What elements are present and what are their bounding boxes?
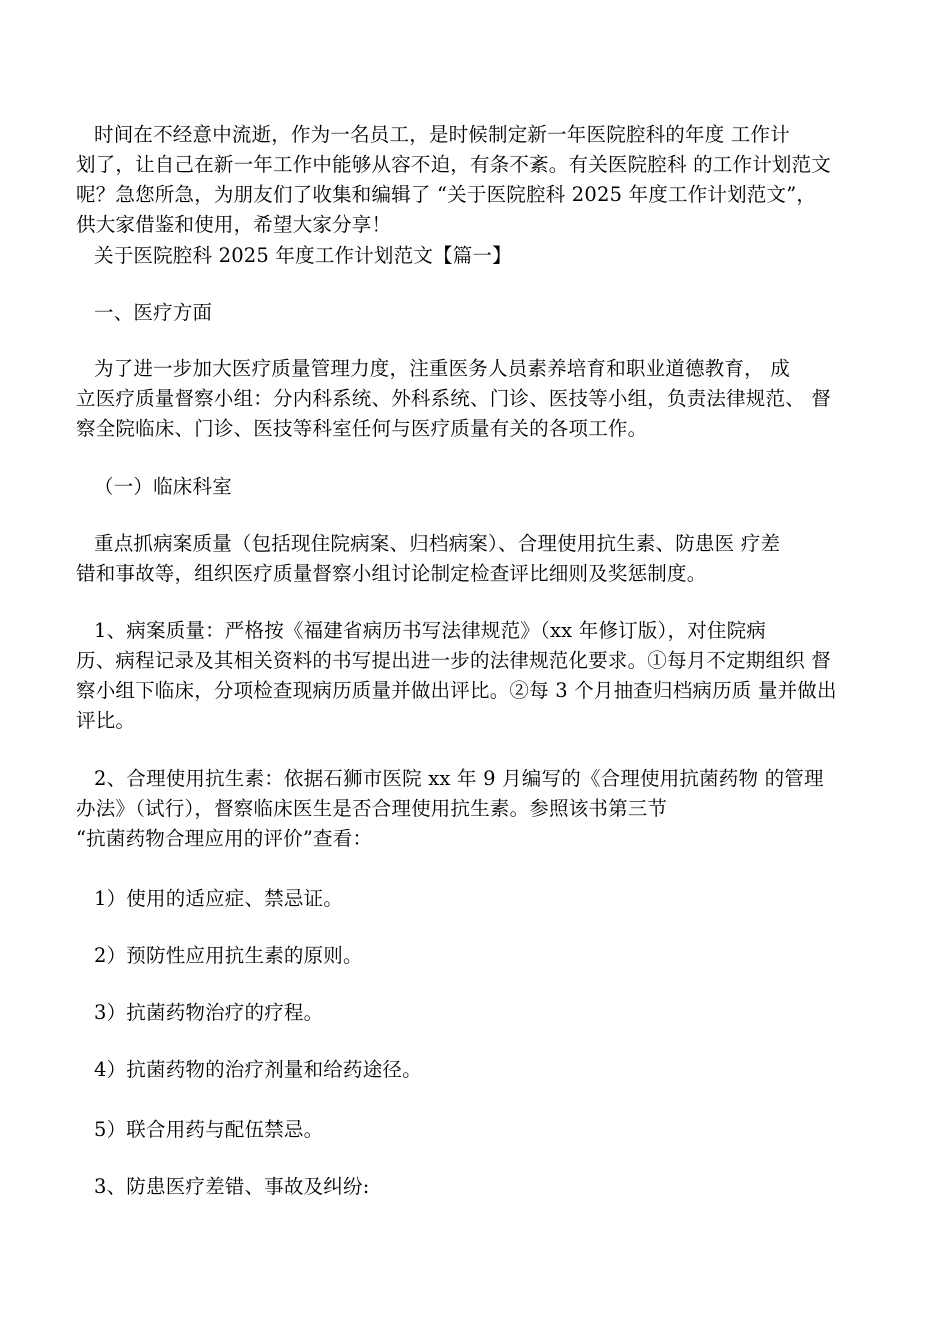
section-title-text: 关于医院腔科 2025 年度工作计划范文【篇一】 xyxy=(94,244,512,267)
section-title xyxy=(76,241,918,271)
text-line: 察小组下临床，分项检查现病历质量并做出评比。②每 3 个月抽查归档病历质 量并做出 xyxy=(76,679,837,702)
list-item xyxy=(76,1055,918,1085)
list-item-text: 2）预防性应用抗生素的原则。 xyxy=(94,944,363,967)
list-item xyxy=(76,998,918,1028)
text-line: 办法》（试行），督察临床医生是否合理使用抗生素。参照该书第三节 xyxy=(76,797,668,820)
text-line: 供大家借鉴和使用，希望大家分享！ xyxy=(76,213,392,236)
text-line: 评比。 xyxy=(76,709,136,732)
text-line: “抗菌药物合理应用的评价”查看： xyxy=(76,827,373,850)
subheading-text: （一）临床科室 xyxy=(94,475,232,498)
text-line: 时间在不经意中流逝，作为一名员工，是时候制定新一年医院腔科的年度 工作计 xyxy=(94,123,790,146)
text-line: 3、防患医疗差错、事故及纠纷: xyxy=(94,1175,370,1198)
text-line: 1、病案质量：严格按《福建省病历书写法律规范》（xx 年修订版），对住院病 xyxy=(94,619,766,642)
heading-medical xyxy=(76,298,918,328)
text-line: 重点抓病案质量（包括现住院病案、归档病案）、合理使用抗生素、防患医 疗差 xyxy=(94,532,781,555)
list-item xyxy=(76,941,918,971)
intro-paragraph xyxy=(76,120,918,240)
list-item-text: 4）抗菌药物的治疗剂量和给药途径。 xyxy=(94,1058,422,1081)
list-item-text: 1）使用的适应症、禁忌证。 xyxy=(94,887,344,910)
paragraph-error-prevention xyxy=(76,1172,918,1202)
text-line: 错和事故等，组织医疗质量督察小组讨论制定检查评比细则及奖惩制度。 xyxy=(76,562,707,585)
paragraph-case-quality xyxy=(76,616,918,736)
list-item xyxy=(76,1115,918,1145)
text-line: 2、合理使用抗生素：依据石狮市医院 xx 年 9 月编写的《合理使用抗菌药物 的管理 xyxy=(94,767,824,790)
paragraph-quality-supervision xyxy=(76,354,918,444)
subheading-clinical xyxy=(76,472,918,502)
heading-text: 一、医疗方面 xyxy=(94,301,213,324)
list-item-text: 3）抗菌药物治疗的疗程。 xyxy=(94,1001,324,1024)
text-line: 划了，让自己在新一年工作中能够从容不迫，有条不紊。有关医院腔科 的工作计划范文 xyxy=(76,153,831,176)
list-item xyxy=(76,884,918,914)
paragraph-antibiotics xyxy=(76,764,918,854)
text-line: 为了进一步加大医疗质量管理力度，注重医务人员素养培育和职业道德教育， 成 xyxy=(94,357,790,380)
text-line: 历、病程记录及其相关资料的书写提出进一步的法律规范化要求。①每月不定期组织 督 xyxy=(76,649,831,672)
paragraph-key-points xyxy=(76,529,918,589)
text-line: 立医疗质量督察小组：分内科系统、外科系统、门诊、医技等小组，负责法律规范、 督 xyxy=(76,387,831,410)
list-item-text: 5）联合用药与配伍禁忌。 xyxy=(94,1118,324,1141)
text-line: 察全院临床、门诊、医技等科室任何与医疗质量有关的各项工作。 xyxy=(76,417,648,440)
text-line: 呢？急您所急，为朋友们了收集和编辑了 “关于医院腔科 2025 年度工作计划范文”， xyxy=(76,183,817,206)
